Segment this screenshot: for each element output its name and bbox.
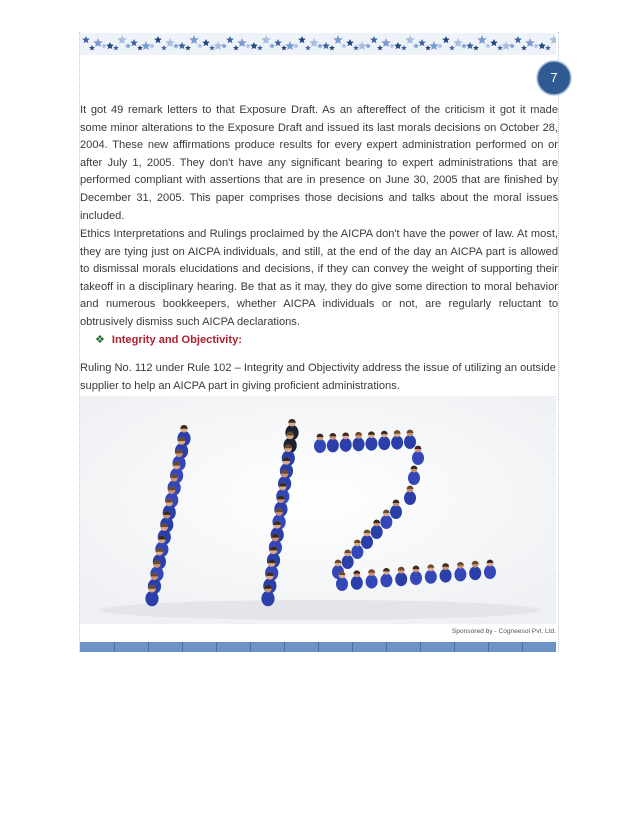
footer-band-divider <box>386 642 387 652</box>
footer-band-divider <box>182 642 183 652</box>
footer-band-divider <box>420 642 421 652</box>
diamond-bullet-icon: ❖ <box>95 334 105 346</box>
footer-band-divider <box>454 642 455 652</box>
footer-band-divider <box>522 642 523 652</box>
footer-band-divider <box>250 642 251 652</box>
paragraph-ruling-112: Ruling No. 112 under Rule 102 – Integrity and Objectivity address the issue of utilizing an outside supplier to help an AICPA part in giving proficient administrations. <box>80 362 556 392</box>
paragraph-exposure-draft: It got 49 remark letters to that Exposure Draft. As an aftereffect of the criticism it got it made some minor alterations to the Exposure Draft and issued its last morals decisions on October 28, 2004. These new affirmations produce results for every expert administration performed on or after July 1, 2005. They don't have any significant bearing to expert administrations that are performed compliant with assertions that are in presence on June 30, 2005 that are finished by December 31, 2005. This paper comprises those decisions and talks about the moral issues included. <box>80 104 558 222</box>
paragraph-ethics-interpretations: Ethics Interpretations and Rulings proclaimed by the AICPA don't have the power of law. At most, they are tying just on AICPA individuals, and still, at the end of the day an AICPA part is allowed to dismissal morals elucidations and decisions, if they can convey the weight of supporting their takeoff in a disciplinary hearing. Be that as it may, they do give some direction to moral behavior and numerous bookkeepers, whether AICPA individuals or not, are regularly reluctant to obtrusively dismiss such AICPA declarations. <box>80 228 558 328</box>
footer-band-divider <box>216 642 217 652</box>
footer-band-divider <box>488 642 489 652</box>
footer-band-divider <box>148 642 149 652</box>
footer-band <box>80 642 556 652</box>
people-forming-112-photo <box>80 396 556 624</box>
footer-band-divider <box>352 642 353 652</box>
footer-band-divider <box>318 642 319 652</box>
footer-band-divider <box>284 642 285 652</box>
star-border-band <box>80 33 556 55</box>
footer-band-divider <box>114 642 115 652</box>
sponsor-credit: Sponsored by - Cogneesol Pvt. Ltd. <box>451 628 556 635</box>
section-heading-text: Integrity and Objectivity: <box>111 334 242 346</box>
stars-decoration <box>80 33 556 55</box>
page-number-badge: 7 <box>537 61 571 95</box>
section-heading <box>95 333 242 346</box>
